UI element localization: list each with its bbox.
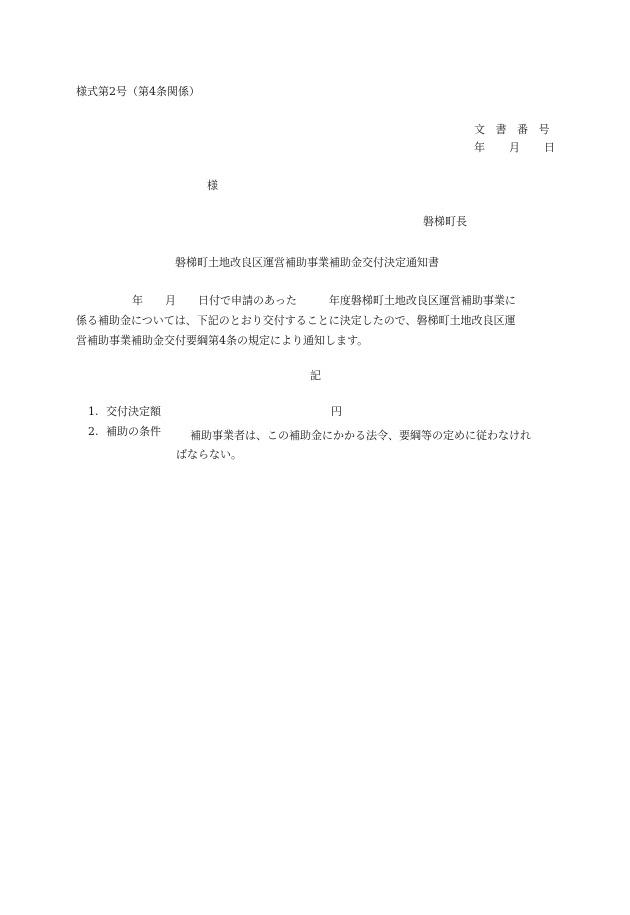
date-day-label: 日	[544, 141, 555, 154]
body-line-3: 営補助事業補助金交付要綱第4条の規定により通知します。	[76, 334, 369, 347]
item-number: 2.	[88, 425, 99, 438]
yen-unit: 円	[331, 405, 342, 418]
document-number-label: 文書番号	[474, 123, 560, 136]
item-label: 補助の条件	[106, 425, 161, 438]
form-number-label: 様式第2号（第4条関係）	[76, 85, 200, 98]
body-paragraph	[76, 291, 557, 351]
item-number: 1.	[88, 405, 99, 418]
body-line-1	[76, 291, 557, 311]
date-month-label: 月	[509, 141, 520, 154]
conditions-line-2: ばならない。	[176, 448, 242, 461]
date-line	[474, 142, 555, 153]
document-title: 磐梯町土地改良区運営補助事業補助金交付決定通知書	[175, 256, 439, 269]
item-grant-conditions	[88, 426, 161, 437]
body-fiscal-year-text: 年度磐梯町土地改良区運営補助事業に	[328, 294, 516, 307]
body-line-2: 係る補助金については、下記のとおり交付することに決定したので、磐梯町土地改良区運	[76, 314, 516, 327]
item-label: 交付決定額	[106, 405, 161, 418]
issuer-name: 磐梯町長	[423, 215, 467, 228]
item-grant-amount	[88, 406, 161, 417]
conditions-text	[176, 426, 560, 464]
date-year-label: 年	[474, 141, 485, 154]
body-month-label: 月	[165, 294, 176, 307]
ki-heading: 記	[310, 369, 321, 382]
recipient-honorific: 様	[207, 179, 218, 192]
body-year-label: 年	[132, 294, 143, 307]
body-application-text: 日付で申請のあった	[198, 294, 297, 307]
conditions-line-1: 補助事業者は、この補助金にかかる法令、要綱等の定めに従わなけれ	[190, 429, 531, 442]
